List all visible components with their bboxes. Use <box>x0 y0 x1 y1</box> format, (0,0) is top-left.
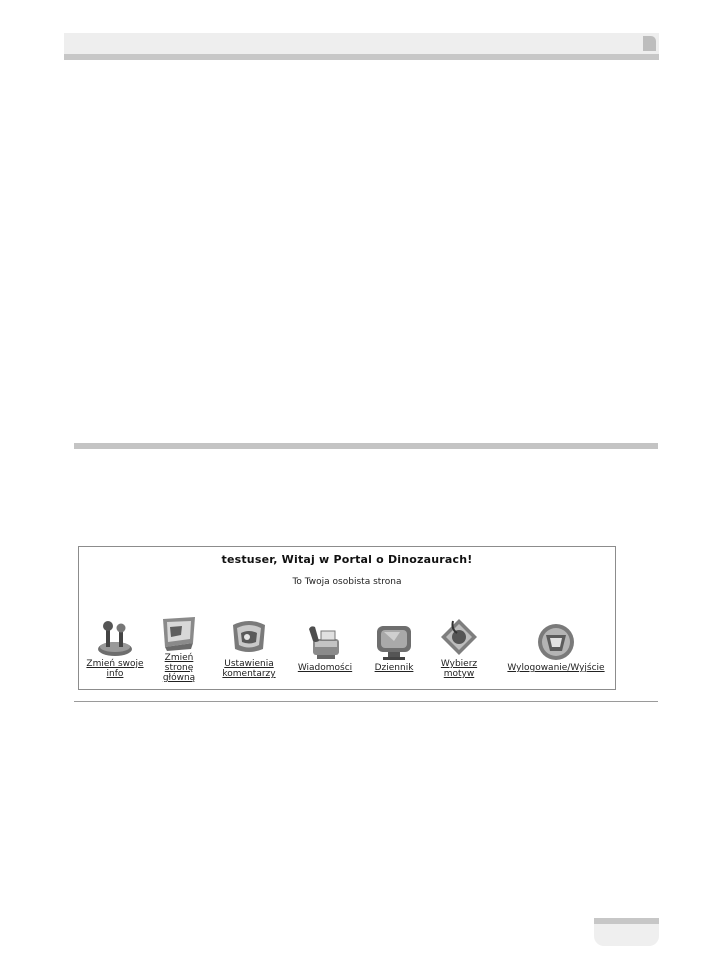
figure-bottom-rule <box>74 701 658 702</box>
menu-choose-theme[interactable] <box>429 615 489 679</box>
menu-change-homepage[interactable] <box>155 613 203 683</box>
menu-label: stronę <box>164 663 194 673</box>
monitor-page-icon <box>157 613 201 653</box>
menu-journal[interactable] <box>367 621 421 673</box>
portal-screenshot-figure <box>78 546 616 690</box>
page-corner-tab <box>643 36 656 51</box>
menu-label: Wiadomości <box>297 663 353 673</box>
menu-label: Zmień swoje <box>86 659 144 669</box>
section-separator <box>74 443 658 449</box>
menu-messages[interactable] <box>293 621 357 673</box>
menu-label: Zmień <box>164 653 194 663</box>
welcome-heading: testuser, Witaj w Portal o Dinozaurach! <box>221 553 473 566</box>
fax-phone-icon <box>303 621 347 663</box>
menu-label: komentarzy <box>222 669 276 679</box>
logout-icon <box>534 621 578 663</box>
joystick-icon <box>93 615 137 659</box>
menu-label: motyw <box>443 669 475 679</box>
comment-settings-icon <box>227 615 271 659</box>
menu-label: Wybierz <box>440 659 478 669</box>
menu-label: Ustawienia <box>224 659 274 669</box>
menu-change-info[interactable] <box>81 615 149 679</box>
menu-logout[interactable] <box>499 621 613 673</box>
palette-icon <box>437 615 481 659</box>
menu-label: główną <box>162 673 196 683</box>
menu-label: info <box>106 669 124 679</box>
page-number-tab <box>594 918 659 946</box>
menu-label: Wylogowanie/Wyjście <box>507 663 605 673</box>
page-header-rule <box>64 54 659 60</box>
personal-page-subtitle: To Twoja osobista strona <box>292 577 402 587</box>
menu-comment-settings[interactable] <box>217 615 281 679</box>
page-header-band <box>64 33 659 54</box>
menu-label: Dziennik <box>374 663 414 673</box>
tv-icon <box>372 621 416 663</box>
